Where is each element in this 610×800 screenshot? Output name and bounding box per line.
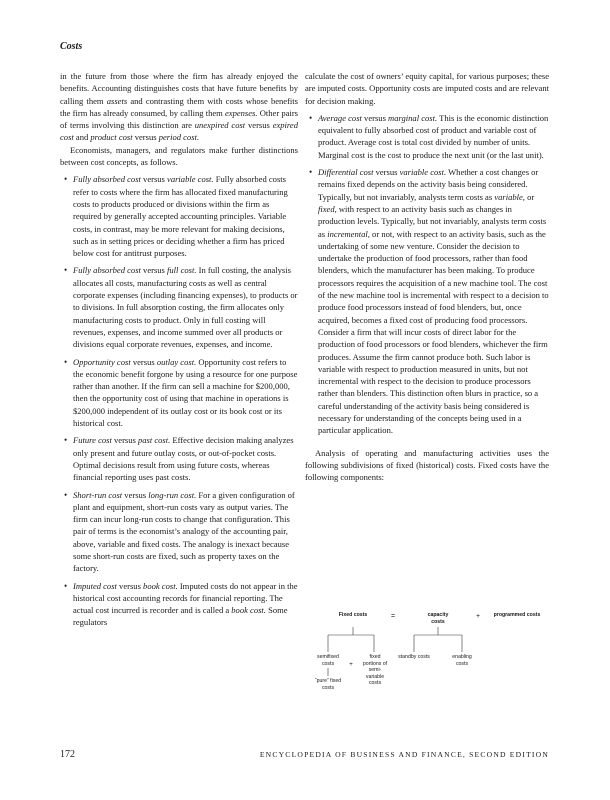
continuation-paragraph: calculate the cost of owners’ equity capital, for various purposes; these are imputed costs. Opportunity costs are imputed costs and are relevant for decision making. [305,71,549,106]
diagram-equals: = [390,613,396,620]
bullet-icon: • [64,580,68,591]
diagram-capacity-costs: capacity costs [427,612,449,625]
bullet-icon: • [64,489,68,500]
diagram-programmed-costs: programmed costs [493,612,541,618]
bullet-icon: • [64,174,68,185]
intro-paragraph: in the future from those where the firm has already enjoyed the benefits. Accounting distinguishes costs that have future benefits by calling them assets and contrasting them with costs whose benefits the firm has already consumed, by calling them expenses. Other pairs of terms involving this distinction are unexpired cost versus expired cost and product cost versus period cost. [60,71,299,143]
list-item: • Future cost versus past cost. Effective decision making analyzes only present and future outlay costs, or out-of-pocket costs. Optimal decisions result from using future costs, whereas financial reporting uses past costs. [64,435,294,483]
diagram-fixed-portions: fixed portions of semi-variable costs [362,654,388,687]
bullet-icon: • [309,167,313,178]
fixed-costs-diagram [310,606,550,738]
diagram-plus-lower: + [349,661,353,668]
bullet-icon: • [64,356,68,367]
diagram-plus: + [475,613,481,620]
list-item: • Average cost versus marginal cost. This is the economic distinction equivalent to fully absorbed cost of product and variable cost of product. Average cost is total cost divided by number of units. Marginal cost is the cost to produce the next unit (or the last unit). [309,112,549,160]
publication-title: ENCYCLOPEDIA OF BUSINESS AND FINANCE, SECOND EDITION [259,750,549,759]
list-item: • Opportunity cost versus outlay cost. Opportunity cost refers to the economic benefit forgone by using a resource for one purpose rather than another. If the firm can sell a machine for $200,000, then the opportunity cost of using that machine in operations is $200,000 independent of its outlay cost or its book cost or its historical cost. [64,356,298,429]
diagram-semifixed-costs: semifixed costs [317,654,339,667]
bullet-icon: • [64,265,68,276]
closing-paragraph: Analysis of operating and manufacturing activities uses the following subdivisions of fixed (historical) costs. Fixed costs have the following components: [305,447,549,483]
right-column [305,70,549,484]
list-item: • Differential cost versus variable cost. Whether a cost changes or remains fixed depends on the activity basis being considered. Typically, but not invariably, analysts term costs as variable, or fixed, with respect to an activity basis such as changes in production levels. Typically, but not invariably, analysts term costs as incremental, or not, with respect to an activity basis, such as the undertaking of some new venture. Consider the decision to undertake the production of food processors, rather than food blenders, which the manufacturer has been making. To produce processors requires the acquisition of a new machine tool. The cost of the new machine tool is incremental with respect to a decision to produce food processors instead of food blenders, but, once acquired, becomes a fixed cost of producing food processors. Consider a firm that will incur costs of direct labor for the production of food processors or food blenders, whichever the firm produces. Assume the firm cannot produce both. Such labor is variable with respect to production measured in units, but not incremental with respect to the decision to produce processors rather than blenders. This distinction often blurs in practice, so a careful understanding of the activity basis being considered is necessary for understanding of the concepts being used in a particular application. [309,167,549,436]
lead-paragraph: Economists, managers, and regulators make further distinctions between cost concepts, as follows. [60,144,298,168]
diagram-fixed-costs: Fixed costs [338,612,368,618]
diagram-connector-lines [310,606,550,738]
right-bullet-list [305,112,549,437]
running-head: Costs [60,41,83,52]
diagram-standby-costs: standby costs [398,654,430,660]
bullet-icon: • [309,112,313,123]
list-item: • Imputed cost versus book cost. Imputed costs do not appear in the historical cost accounting records for financial reporting. The actual cost incurred is recorder and is called a book cost. Some regulators [64,580,298,628]
left-bullet-list [60,173,298,628]
diagram-enabling-costs: enabling costs [452,654,472,667]
left-column [60,70,298,634]
list-item: • Fully absorbed cost versus full cost. In full costing, the analysis allocates all costs, manufacturing costs as well as central corporate expenses (including financing expenses), to products or to divisions. In full absorption costing, the firm allocates only manufacturing costs to product. Only in full costing will revenues, expenses, and income summed over all products or divisions equal corporate revenues, expenses, and income. [64,265,298,350]
diagram-pure-fixed-costs: “pure” fixed costs [314,678,342,691]
page-number: 172 [60,749,75,760]
bullet-icon: • [64,435,68,446]
list-item: • Fully absorbed cost versus variable cost. Fully absorbed costs refer to costs where the firm has allocated fixed manufacturing costs to products produced or divisions within the firm as required by generally accepted accounting principles. Variable costs, in contrast, may be more relevant for making decisions, such as in setting prices or deciding whether a firm has priced below cost for antitrust purposes. [64,174,288,259]
list-item: • Short-run cost versus long-run cost. For a given configuration of plant and equipment, short-run costs vary as output varies. The firm can incur long-run costs to change that configuration. This pair of terms is the economist’s analogy of the accounting pair, above, variable and fixed costs. The analogy is inexact because some short-run costs are fixed, such as property taxes on the factory. [64,489,295,574]
